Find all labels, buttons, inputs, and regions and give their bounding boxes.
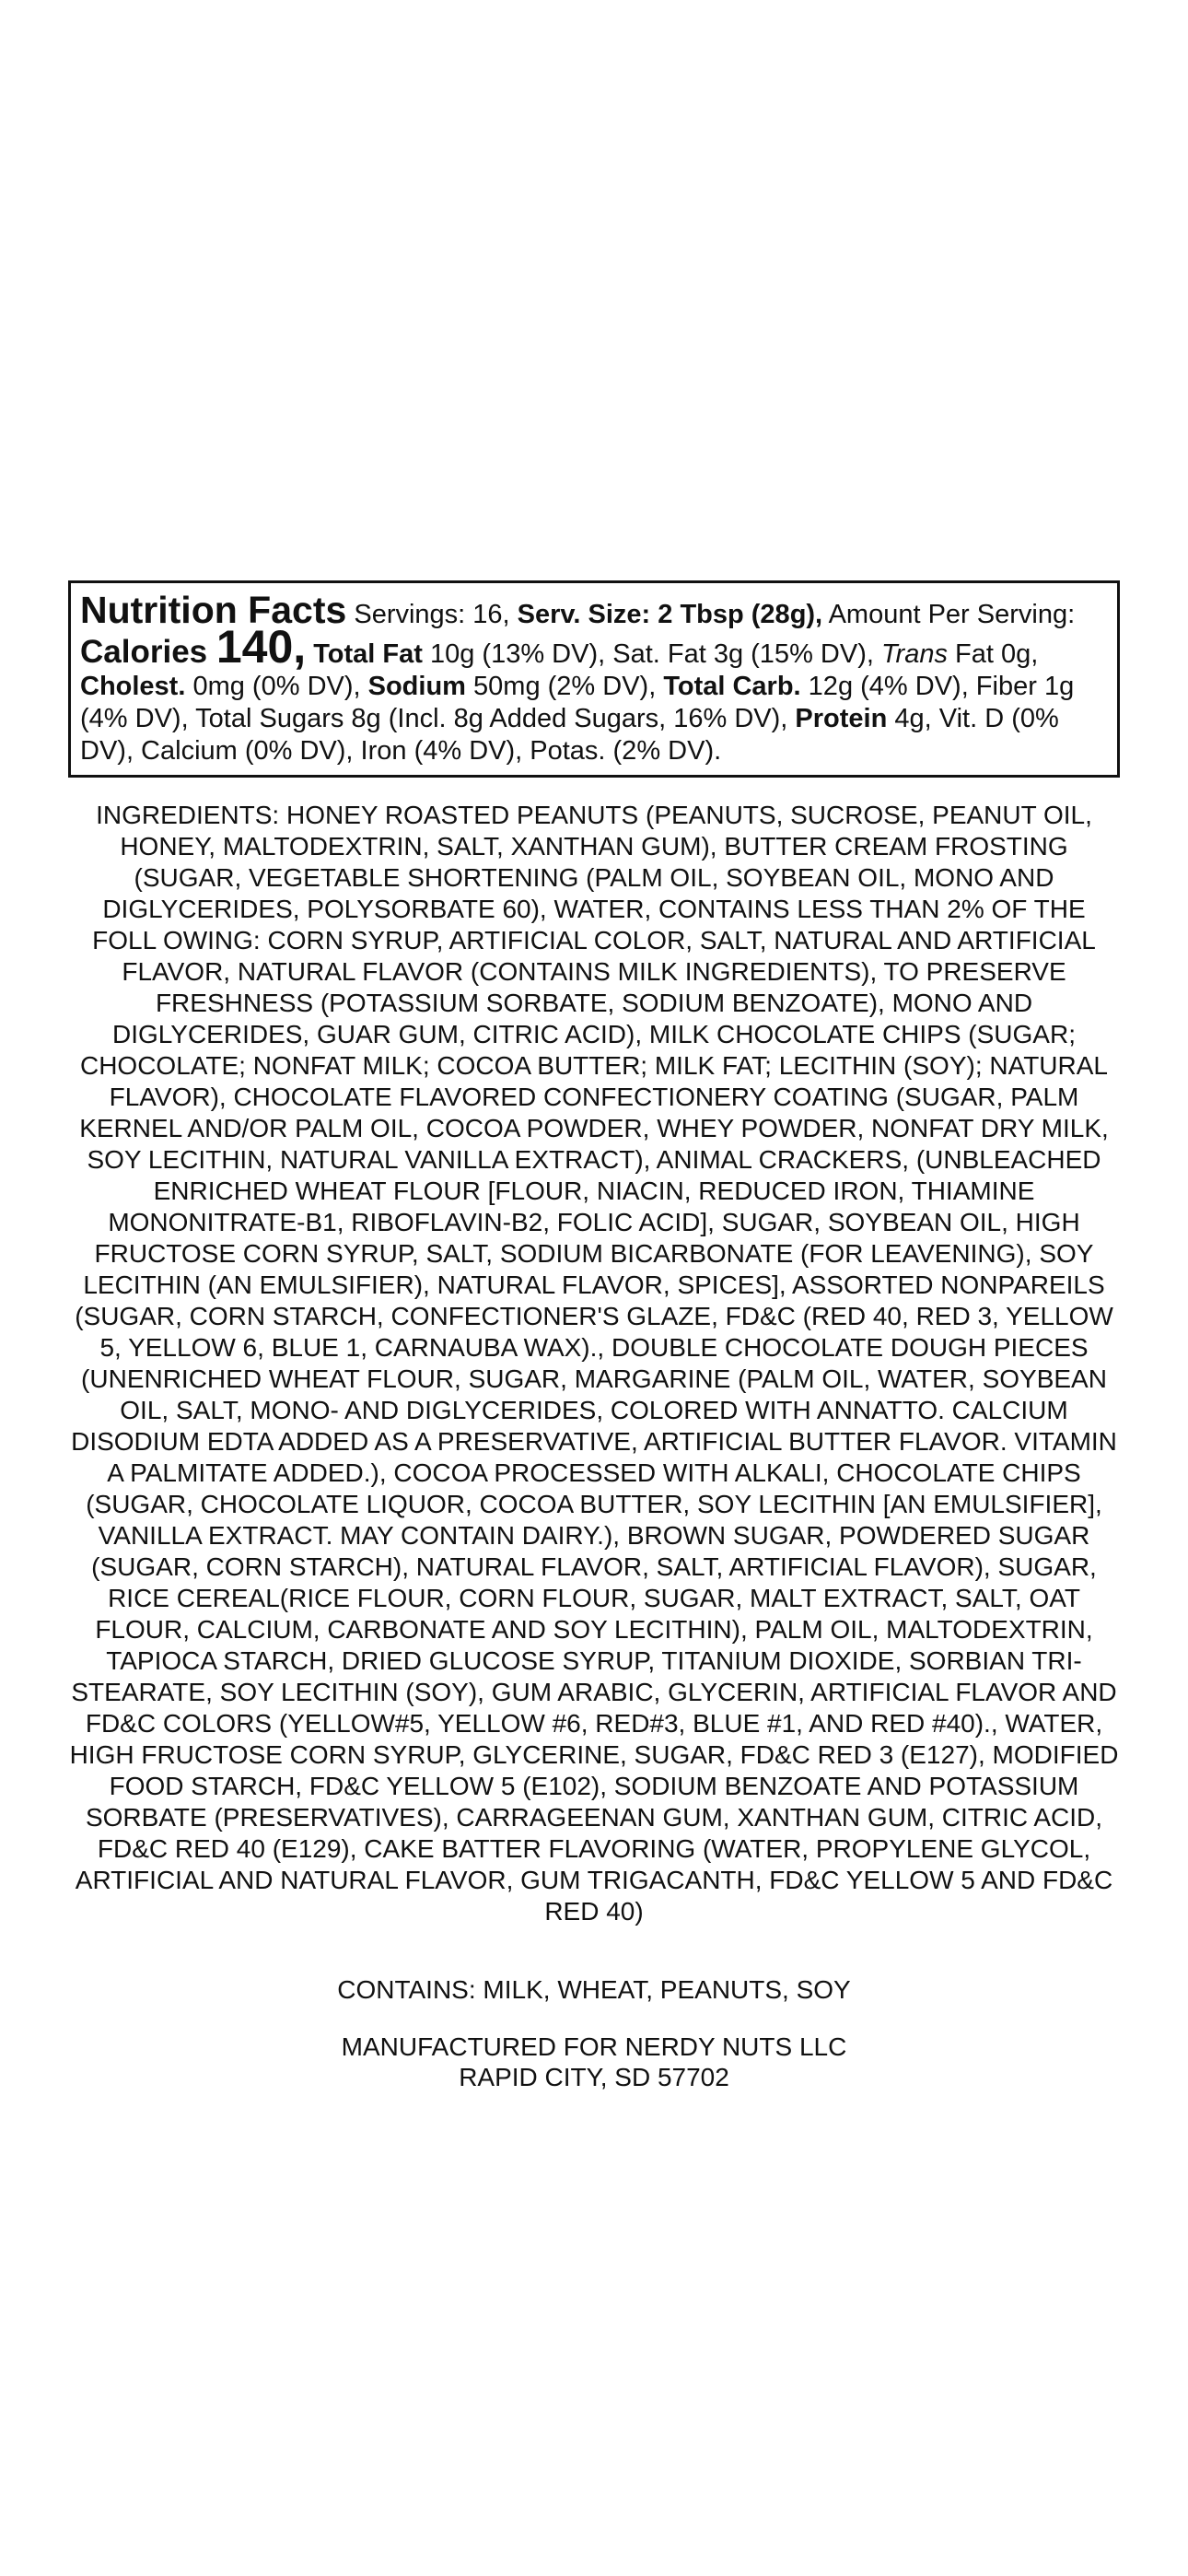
calories-value: 140, [215,621,307,673]
protein-value: 4g, Vit. D (0% DV), Calcium (0% DV), Iron (4% DV), Potas. (2% DV). [80,704,1059,766]
trans-fat-value: Fat 0g, [947,639,1039,669]
sodium-value: 50mg (2% DV), [465,672,664,701]
total-fat-value: 10g (13% DV), Sat. Fat 3g (15% DV), [422,639,881,669]
allergen-statement: CONTAINS: MILK, WHEAT, PEANUTS, SOY [337,1975,851,2004]
total-carb-label: Total Carb. [663,672,801,701]
serving-size-text: Serv. Size: 2 Tbsp (28g), [517,600,823,629]
nutrition-facts-title: Nutrition Facts [80,589,347,631]
sodium-label: Sodium [367,672,466,701]
servings-text: Servings: 16, [346,600,518,629]
amount-per-serving-text: Amount Per Serving: [822,600,1076,629]
manufacturer-address: RAPID CITY, SD 57702 [459,2063,729,2091]
nutrition-facts-panel [68,580,1120,778]
manufacturer-info [68,2032,1120,2092]
calories-label: Calories [80,634,216,670]
protein-label: Protein [795,704,888,733]
trans-fat-label: Trans [880,639,948,669]
cholesterol-value: 0mg (0% DV), [185,672,368,701]
manufacturer-name: MANUFACTURED FOR NERDY NUTS LLC [341,2032,847,2061]
cholesterol-label: Cholest. [80,672,186,701]
total-carb-value: 12g (4% DV), Fiber 1g (4% DV), Total Sugars 8g (Incl. 8g Added Sugars, 16% DV), [80,672,1075,733]
ingredients-text: INGREDIENTS: HONEY ROASTED PEANUTS (PEANUTS, SUCROSE, PEANUT OIL, HONEY, MALTODEXTRIN, SALT, XANTHAN GUM), BUTTER CREAM FROSTING (SUGAR, VEGETABLE SHORTENING (PALM OIL, SOYBEAN OIL, MONO AND DIGLYCERIDES, POLYSORBATE 60), WATER, CONTAINS LESS THAN 2% OF THE FOLL OWING: CORN SYRUP, ARTIFICIAL COLOR, SALT, NATURAL AND ARTIFICIAL FLAVOR, NATURAL FLAVOR (CONTAINS MILK INGREDIENTS), TO PRESERVE FRESHNESS (POTASSIUM SORBATE, SODIUM BENZOATE), MONO AND DIGLYCERIDES, GUAR GUM, CITRIC ACID), MILK CHOCOLATE CHIPS (SUGAR; CHOCOLATE; NONFAT MILK; COCOA BUTTER; MILK FAT; LECITHIN (SOY); NATURAL FLAVOR), CHOCOLATE FLAVORED CONFECTIONERY COATING (SUGAR, PALM KERNEL AND/OR PALM OIL, COCOA POWDER, WHEY POWDER, NONFAT DRY MILK, SOY LECITHIN, NATURAL VANILLA EXTRACT), ANIMAL CRACKERS, (UNBLEACHED ENRICHED WHEAT FLOUR [FLOUR, NIACIN, REDUCED IRON, THIAMINE MONONITRATE-B1, RIBOFLAVIN-B2, FOLIC ACID], SUGAR, SOYBEAN OIL, HIGH FRUCTOSE CORN SYRUP, SALT, SODIUM BICARBONATE (FOR LEAVENING), SOY LECITHIN (AN EMULSIFIER), NATURAL FLAVOR, SPICES], ASSORTED NONPAREILS (SUGAR, CORN STARCH, CONFECTIONER'S GLAZE, FD&C (RED 40, RED 3, YELLOW 5, YELLOW 6, BLUE 1, CARNAUBA WAX)., DOUBLE CHOCOLATE DOUGH PIECES (UNENRICHED WHEAT FLOUR, SUGAR, MARGARINE (PALM OIL, WATER, SOYBEAN OIL, SALT, MONO- AND DIGLYCERIDES, COLORED WITH ANNATTO. CALCIUM DISODIUM EDTA ADDED AS A PRESERVATIVE, ARTIFICIAL BUTTER FLAVOR. VITAMIN A PALMITATE ADDED.), COCOA PROCESSED WITH ALKALI, CHOCOLATE CHIPS (SUGAR, CHOCOLATE LIQUOR, COCOA BUTTER, SOY LECITHIN [AN EMULSIFIER], VANILLA EXTRACT. MAY CONTAIN DAIRY.), BROWN SUGAR, POWDERED SUGAR (SUGAR, CORN STARCH), NATURAL FLAVOR, SALT, ARTIFICIAL FLAVOR), SUGAR, RICE CEREAL(RICE FLOUR, CORN FLOUR, SUGAR, MALT EXTRACT, SALT, OAT FLOUR, CALCIUM, CARBONATE AND SOY LECITHIN), PALM OIL, MALTODEXTRIN, TAPIOCA STARCH, DRIED GLUCOSE SYRUP, TITANIUM DIOXIDE, SORBIAN TRI-STEARATE, SOY LECITHIN (SOY), GUM ARABIC, GLYCERIN, ARTIFICIAL FLAVOR AND FD&C COLORS (YELLOW#5, YELLOW #6, RED#3, BLUE #1, AND RED #40)., WATER, HIGH FRUCTOSE CORN SYRUP, GLYCERINE, SUGAR, FD&C RED 3 (E127), MODIFIED FOOD STARCH, FD&C YELLOW 5 (E102), SODIUM BENZOATE AND POTASSIUM SORBATE (PRESERVATIVES), CARRAGEENAN GUM, XANTHAN GUM, CITRIC ACID, FD&C RED 40 (E129), CAKE BATTER FLAVORING (WATER, PROPYLENE GLYCOL, ARTIFICIAL AND NATURAL FLAVOR, GUM TRIGACANTH, FD&C YELLOW 5 AND FD&C RED 40) [69,801,1119,1926]
total-fat-label: Total Fat [306,639,423,669]
